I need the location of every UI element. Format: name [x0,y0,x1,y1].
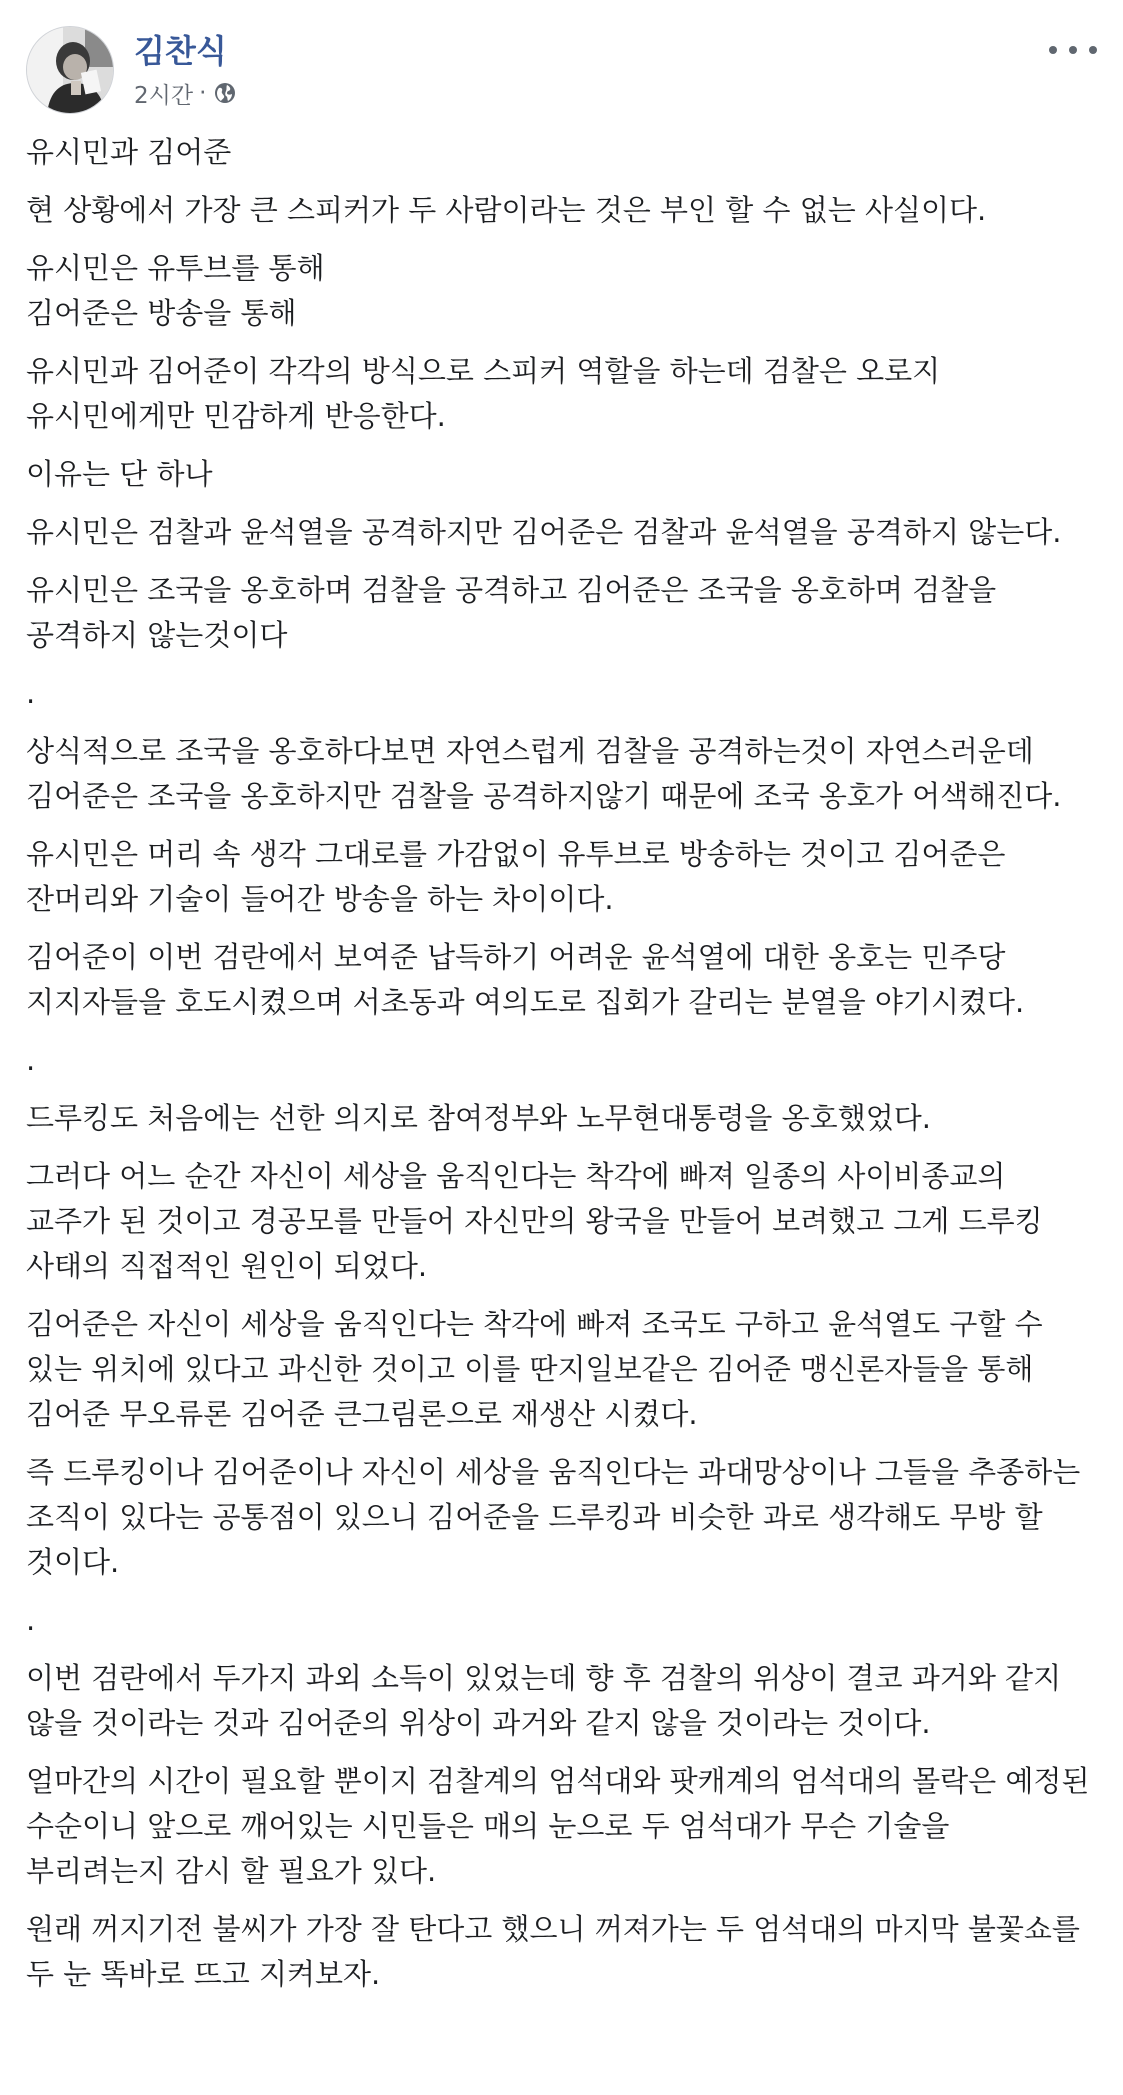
post-paragraph: 김어준이 이번 검란에서 보여준 납득하기 어려운 윤석열에 대한 옹호는 민주당 지지자들을 호도시켰으며 서초동과 여의도로 집회가 갈리는 분열을 야기시켰다. [26,940,1025,1019]
author-name[interactable]: 김찬식 [134,32,227,70]
meta-separator: · [199,80,207,106]
post-paragraph: 현 상황에서 가장 큰 스피커가 두 사람이라는 것은 부인 할 수 없는 사실이다. [26,193,987,227]
post-paragraph: 그러다 어느 순간 자신이 세상을 움직인다는 착각에 빠져 일종의 사이비종교의 교주가 된 것이고 경공모를 만들어 자신만의 왕국을 만들어 보려했고 그게 드루킹 사태의 직접적인 원인이 되었다. [26,1159,1043,1283]
post-meta [134,76,236,110]
more-dot [1069,46,1077,54]
post-paragraph: 드루킹도 처음에는 선한 의지로 참여정부와 노무현대통령을 옹호했었다. [26,1101,931,1135]
globe-icon[interactable] [214,82,236,104]
post-paragraph: 얼마간의 시간이 필요할 뿐이지 검찰계의 엄석대와 팟캐계의 엄석대의 몰락은 예정된 수순이니 앞으로 깨어있는 시민들은 매의 눈으로 두 엄석대가 무슨 기술을 부리려는지 감시 할 필요가 있다. [26,1764,1090,1888]
post-paragraph: 유시민은 검찰과 윤석열을 공격하지만 김어준은 검찰과 윤석열을 공격하지 않는다. [26,515,1062,549]
post-paragraph: 이번 검란에서 두가지 과외 소득이 있었는데 향 후 검찰의 위상이 결코 과거와 같지 않을 것이라는 것과 김어준의 위상이 과거와 같지 않을 것이라는 것이다. [26,1661,1062,1740]
post-paragraph: 유시민은 머리 속 생각 그대로를 가감없이 유투브로 방송하는 것이고 김어준은 잔머리와 기술이 들어간 방송을 하는 차이이다. [26,837,1006,916]
post-paragraph: 유시민은 조국을 옹호하며 검찰을 공격하고 김어준은 조국을 옹호하며 검찰을 공격하지 않는것이다 [26,573,997,652]
avatar-photo-icon [27,27,114,114]
post-timestamp[interactable]: 2시간 [134,82,194,109]
more-dot [1049,46,1057,54]
more-dot [1089,46,1097,54]
post-body [26,130,1096,2010]
post-paragraph: 유시민과 김어준이 각각의 방식으로 스피커 역할을 하는데 검찰은 오로지 유시민에게만 민감하게 반응한다. [26,354,941,433]
avatar[interactable] [26,26,114,114]
post-paragraph: 유시민은 유투브를 통해 김어준은 방송을 통해 [26,251,325,330]
more-options-button[interactable] [1049,36,1097,64]
post-paragraph: . [26,1043,36,1077]
post-paragraph: 상식적으로 조국을 옹호하다보면 자연스럽게 검찰을 공격하는것이 자연스러운데 김어준은 조국을 옹호하지만 검찰을 공격하지않기 때문에 조국 옹호가 어색해진다. [26,734,1062,813]
post-paragraph: 유시민과 김어준 [26,135,232,169]
post-paragraph: . [26,1603,36,1637]
post-paragraph: 이유는 단 하나 [26,457,213,491]
post-paragraph: 원래 꺼지기전 불씨가 가장 잘 탄다고 했으니 꺼져가는 두 엄석대의 마지막 불꽃쇼를 두 눈 똑바로 뜨고 지켜보자. [26,1912,1080,1991]
post-paragraph: . [26,676,36,710]
post-paragraph: 즉 드루킹이나 김어준이나 자신이 세상을 움직인다는 과대망상이나 그들을 추종하는 조직이 있다는 공통점이 있으니 김어준을 드루킹과 비슷한 과로 생각해도 무방 할 것이다. [26,1455,1081,1579]
post-header [26,26,1097,116]
post-paragraph: 김어준은 자신이 세상을 움직인다는 착각에 빠져 조국도 구하고 윤석열도 구할 수 있는 위치에 있다고 과신한 것이고 이를 딴지일보같은 김어준 맹신론자들을 통해 김어준 무오류론 김어준 큰그림론으로 재생산 시켰다. [26,1307,1043,1431]
